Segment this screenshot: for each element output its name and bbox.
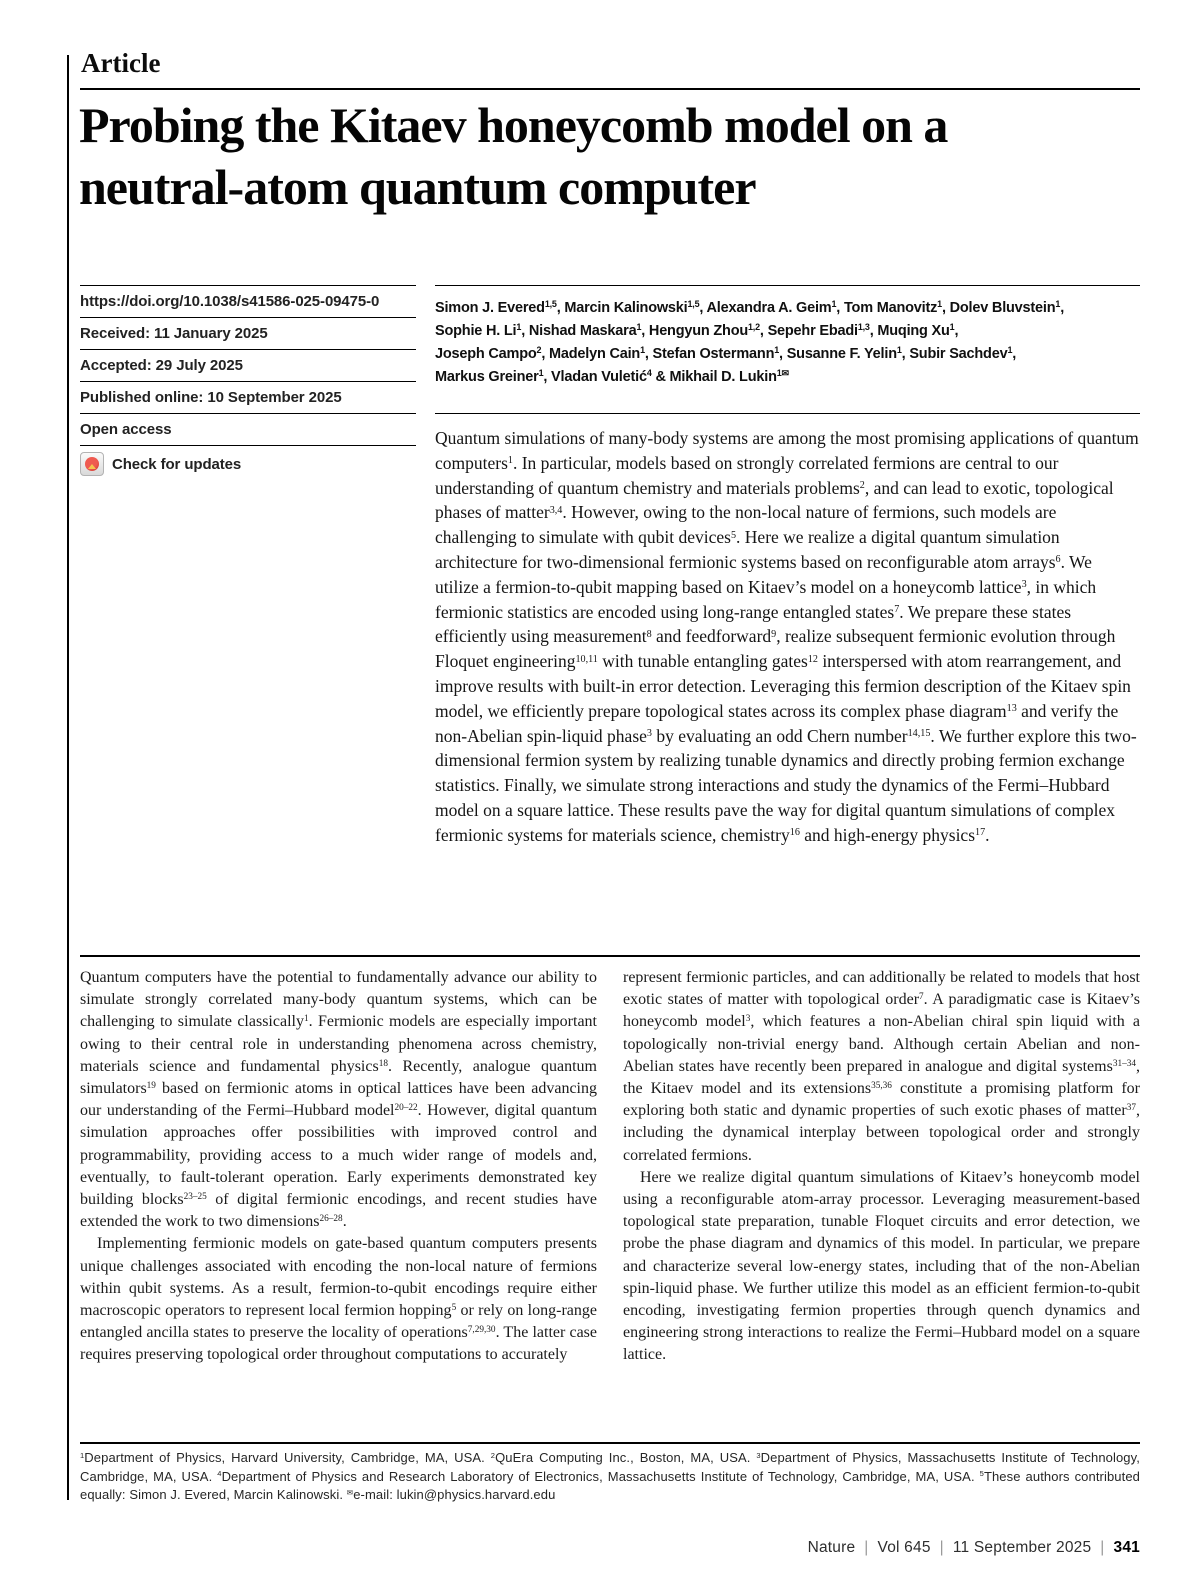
doi-row: [80, 285, 416, 318]
author-line-3: Joseph Campo$^2$, Madelyn Cain$^1$, Stefan Ostermann$^1$, Susanne F. Yelin$^1$, Subir Sachdev$^1$,: [435, 345, 1017, 362]
page-footer: [808, 1539, 1140, 1557]
check-for-updates-label: Check for updates: [112, 455, 242, 473]
body-column-right: [623, 967, 1140, 1367]
check-for-updates-button[interactable]: [80, 446, 416, 482]
body-paragraph: Here we realize digital quantum simulations of Kitaev’s honeycomb model using a reconfigurable atom-array processor. Leveraging measurement-based topological state preparation, tunable Floquet circuits and error detection, we probe the phase diagram and dynamics of this model. In particular, we prepare and characterize several low-energy states, including that of the non-Abelian spin-liquid phase. We further utilize this model as an efficient fermion-to-qubit encoding, investigating fermion properties through quench dynamics and engineering strong interactions to realize the Fermi–Hubbard model on a square lattice.: [623, 1168, 1140, 1364]
body-paragraph: Implementing fermionic models on gate-based quantum computers presents unique challenges associated with encoding the non-local nature of fermions within qubit systems. As a result, fermion-to-qubit encodings require either macroscopic operators to represent local fermion hopping$^5$ or rely on long-range entangled ancilla states to preserve the locality of operations$^{7,29,30}$. The latter case requires preserving topological order throughout computations to accurately: [80, 1235, 598, 1364]
author-list: [435, 285, 1140, 389]
open-access-label: Open access: [80, 421, 172, 438]
open-access-row: [80, 414, 416, 446]
affiliations-text: $^1$Department of Physics, Harvard University, Cambridge, MA, USA. $^2$QuEra Computing Inc., Boston, MA, USA. $^3$Department of Physics, Massachusetts Institute of Technology, Cambridge, MA, USA. $^4$Department of Physics and Research Laboratory of Electronics, Massachusetts Institute of Technology, Cambridge, MA, USA. $^5$These authors contributed equally: Simon J. Evered, Marcin Kalinowski. ✉e-mail:: [80, 1450, 1140, 1503]
kicker-rule: [80, 88, 1140, 90]
author-line-4: Markus Greiner$^1$, Vladan Vuletić$^4$ & Mikhail D. Lukin$^{1✉}$: [435, 368, 789, 385]
doi-link[interactable]: https://doi.org/10.1038/s41586-025-09475-0: [80, 293, 380, 310]
page-title: [79, 94, 1141, 218]
footer-separator: |: [939, 1539, 944, 1556]
article-kicker: Article: [81, 48, 161, 78]
abstract-section: [435, 413, 1140, 848]
published-row: [80, 382, 416, 414]
accepted-row: [80, 350, 416, 382]
received-date: Received: 11 January 2025: [80, 325, 268, 342]
title-line-2: neutral-atom quantum computer: [79, 159, 756, 215]
footnote-rule: [80, 1442, 1140, 1444]
body-column-left: [80, 967, 597, 1367]
footer-separator: |: [1100, 1539, 1105, 1556]
email-link[interactable]: lukin@physics.harvard.edu: [396, 1487, 556, 1503]
body-paragraph: represent fermionic particles, and can additionally be related to models that host exotic states of matter with topological order$^7$. A paradigmatic case is Kitaev’s honeycomb model$^3$, which features a non-Abelian chiral spin liquid with a topologically non-trivial energy band. Although certain Abelian and non-Abelian states have recently been prepared in analogue and digital systems$^{31-34}$, the Kitaev model and its extensions$^{35,36}$ constitute a promising platform for exploring both static and dynamic properties of such exotic phases of matter$^{37}$, including the dynamical interplay between topological order and strongly correlated fermions.: [623, 969, 1141, 1164]
crossmark-logo-icon: [85, 457, 99, 471]
page-number: 341: [1113, 1539, 1140, 1556]
title-line-1: Probing the Kitaev honeycomb model on a: [79, 97, 948, 153]
article-body: [80, 967, 1140, 1367]
published-date: Published online: 10 September 2025: [80, 389, 342, 406]
left-margin-rule: [67, 55, 69, 1500]
author-line-2: Sophie H. Li$^1$, Nishad Maskara$^1$, Hengyun Zhou$^{1,2}$, Sepehr Ebadi$^{1,3}$, Muqing Xu$^1$,: [435, 322, 959, 339]
crossmark-icon: [80, 452, 104, 476]
body-paragraph: Quantum computers have the potential to fundamentally advance our ability to simulate strongly correlated many-body quantum systems, which can be challenging to simulate classically$^1$. Fermionic models are especially important owing to their central role in understanding phenomena across chemistry, materials science and fundamental physics$^{18}$. Recently, analogue quantum simulators$^{19}$ based on fermionic atoms in optical lattices have been advancing our understanding of the Fermi–Hubbard model$^{20-22}$. However, digital quantum simulation approaches offer possibilities with improved control and programmability, providing access to a much wider range of models and, eventually, to fault-tolerant operation. Early experiments demonstrated key building blocks$^{23-25}$ of digital fermionic encodings, and recent studies have extended the work to two dimensions$^{26-28}$.: [80, 969, 598, 1231]
received-row: [80, 318, 416, 350]
author-line-1: Simon J. Evered$^{1,5}$, Marcin Kalinowski$^{1,5}$, Alexandra A. Geim$^1$, Tom Manovitz$^1$, Dolev Bluvstein$^1$,: [435, 299, 1065, 316]
article-metadata: [80, 285, 416, 482]
affiliations-footnote: [80, 1449, 1140, 1505]
issue-date: 11 September 2025: [952, 1539, 1092, 1556]
accepted-date: Accepted: 29 July 2025: [80, 357, 243, 374]
volume-label: Vol 645: [877, 1539, 931, 1556]
journal-name: Nature: [807, 1539, 856, 1556]
section-divider-rule: [80, 955, 1140, 957]
abstract-text: Quantum simulations of many-body systems are among the most promising applications of quantum computers$^1$. In particular, models based on strongly correlated fermions are central to our understanding of quantum chemistry and materials problems$^2$, and can lead to exotic, topological phases of matter$^{3,4}$. However, owing to the non-local nature of fermions, such models are challenging to simulate with qubit devices$^5$. Here we realize a digital quantum simulation architecture for two-dimensional fermionic systems based on reconfigurable atom arrays$^6$. We utilize a fermion-to-qubit mapping based on Kitaev’s model on a honeycomb lattice$^3$, in which fermionic statistics are encoded using long-range entangled states$^7$. We prepare these states efficiently using measurement$^8$ and feedforward$^9$, realize subsequent fermionic evolution through Floquet engineering$^{10,11}$ with tunable entangling gates$^{12}$ interspersed with atom rearrangement, and improve results with built-in error detection. Leveraging this fermion description of the Kitaev spin model, we efficiently prepare topological states across its complex phase diagram$^{13}$ and verify the non-Abelian spin-liquid phase$^3$ by evaluating an odd Chern number$^{14,15}$. We further explore this two-dimensional fermion system by realizing tunable dynamics and directly probing fermion exchange statistics. Finally, we simulate strong interactions and study the dynamics of the Fermi–Hubbard model on a square lattice. These results pave the way for digital quantum simulations of complex fermionic systems for materials science, chemistry$^{16}$ and high-energy physics$^{17}$.: [435, 428, 1139, 845]
footer-separator: |: [864, 1539, 869, 1556]
